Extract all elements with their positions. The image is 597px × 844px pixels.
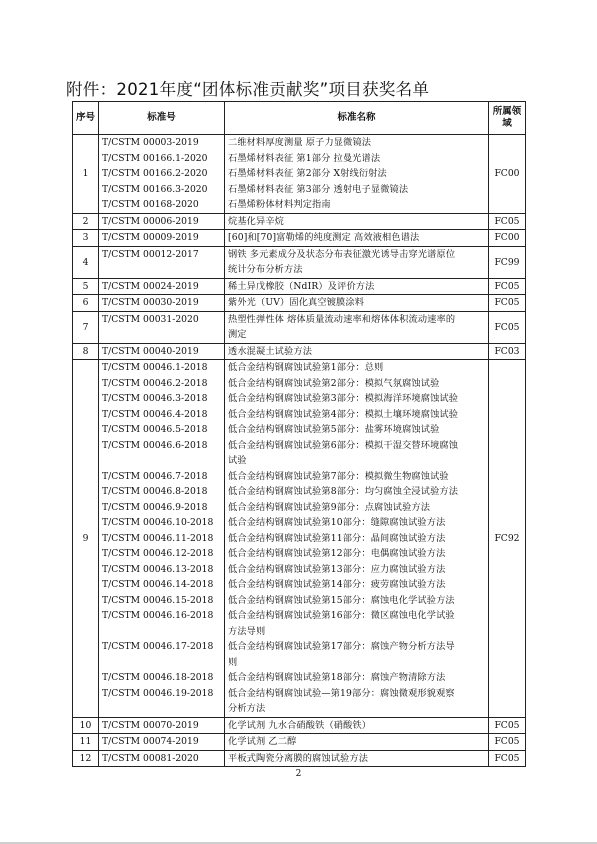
table-row (73, 295, 526, 312)
standard-code-cell (99, 717, 225, 734)
row-number: 10 (73, 717, 99, 734)
row-number: 11 (73, 734, 99, 751)
standard-code: T/CSTM 00046.3-2018 (102, 393, 208, 404)
standard-code: T/CSTM 00046.13-2018 (102, 563, 214, 575)
standard-code: T/CSTM 00046.2-2018 (102, 377, 208, 389)
row-number: 6 (73, 295, 99, 312)
row-number: 9 (73, 360, 99, 718)
standard-name-line: 烷基化异辛烷 (228, 215, 285, 227)
standard-name-line: 低合金结构钢腐蚀试验第9部分：点腐蚀试验方法 (228, 501, 431, 513)
standard-name-line: 低合金结构钢腐蚀试验—第19部分：腐蚀微观形貌观察 (228, 687, 455, 699)
standard-code: T/CSTM 00006-2019 (102, 215, 199, 227)
standard-code-cell (99, 246, 225, 278)
standard-code: T/CSTM 00012-2017 (102, 248, 199, 260)
table-row (73, 278, 526, 295)
standard-name-cell (225, 295, 489, 312)
table-row (73, 734, 526, 751)
standard-name-line: 紫外光（UV）固化真空镀膜涂料 (228, 297, 365, 308)
header-field: 所属领域 (489, 102, 526, 135)
standard-name-line: 热塑性弹性体 熔体质量流动速率和熔体体积流动速率的 (228, 313, 456, 325)
standard-code-cell (99, 213, 225, 230)
standard-code: T/CSTM 00168-2020 (102, 199, 199, 210)
standard-name-line: 低合金结构钢腐蚀试验第12部分：电偶腐蚀试验方法 (228, 548, 446, 559)
standard-name-line: 石墨烯材料表征 第2部分 X射线衍射法 (228, 168, 387, 179)
standard-name-line: 低合金结构钢腐蚀试验第6部分：模拟干湿交替环境腐蚀 (228, 439, 459, 451)
standard-name-cell (225, 360, 489, 718)
standard-name-cell (225, 717, 489, 734)
table-body (73, 135, 526, 767)
standard-code: T/CSTM 00046.19-2018 (102, 687, 214, 699)
standard-name-line: 低合金结构钢腐蚀试验第11部分：晶间腐蚀试验方法 (228, 532, 446, 544)
standard-name-line: 低合金结构钢腐蚀试验第4部分：模拟土壤环境腐蚀试验 (228, 408, 459, 420)
table-row (73, 717, 526, 734)
table-row (73, 230, 526, 247)
standard-name-line: 低合金结构钢腐蚀试验第8部分：均匀腐蚀全浸试验方法 (228, 486, 459, 497)
field-code: FC05 (489, 311, 526, 343)
row-number: 4 (73, 246, 99, 278)
standard-code: T/CSTM 00046.4-2018 (102, 408, 208, 420)
row-number: 8 (73, 343, 99, 360)
row-number: 3 (73, 230, 99, 247)
standard-code-cell (99, 750, 225, 767)
field-code: FC05 (489, 213, 526, 230)
standard-name-line: 测定 (228, 329, 247, 340)
standard-code (99, 624, 224, 640)
row-number: 7 (73, 311, 99, 343)
standard-code: T/CSTM 00046.15-2018 (102, 594, 214, 606)
standard-code-cell (99, 311, 225, 343)
standard-code: T/CSTM 00009-2019 (102, 232, 199, 243)
header-code: 标准号 (99, 102, 225, 135)
standard-name-line: 低合金结构钢腐蚀试验第14部分：疲劳腐蚀试验方法 (228, 579, 446, 590)
standard-name-line: 透水混凝土试验方法 (228, 345, 313, 357)
standard-code: T/CSTM 00166.1-2020 (102, 152, 208, 164)
standard-code: T/CSTM 00166.3-2020 (102, 183, 208, 195)
document-title: 附件：2021年度“团体标准贡献奖”项目获奖名单 (66, 80, 430, 99)
field-code: FC03 (489, 343, 526, 360)
standard-name-line: 低合金结构钢腐蚀试验第3部分：模拟海洋环境腐蚀试验 (228, 393, 459, 404)
standard-code: T/CSTM 00046.8-2018 (102, 486, 208, 497)
standard-code: T/CSTM 00046.10-2018 (102, 517, 214, 528)
standard-name-cell (225, 230, 489, 247)
field-code: FC92 (489, 360, 526, 718)
standard-name-line: 稀土异戊橡胶（NdIR）及评价方法 (228, 280, 375, 292)
standard-code-cell (99, 295, 225, 312)
standard-name-cell (225, 734, 489, 751)
standard-name-line: 石墨烯粉体材料判定指南 (228, 199, 331, 210)
standard-code: T/CSTM 00030-2019 (102, 297, 199, 308)
table-row (73, 213, 526, 230)
row-number: 12 (73, 750, 99, 767)
field-code: FC05 (489, 717, 526, 734)
standard-code-cell (99, 343, 225, 360)
award-table (72, 101, 526, 767)
standard-name-line: 低合金结构钢腐蚀试验第15部分：腐蚀电化学试验方法 (228, 594, 455, 606)
standard-name-line: 则 (228, 656, 238, 668)
standard-code: T/CSTM 00031-2020 (102, 313, 199, 325)
standard-code: T/CSTM 00046.18-2018 (102, 672, 214, 683)
field-code: FC05 (489, 750, 526, 767)
standard-name-line: 低合金结构钢腐蚀试验第1部分：总则 (228, 362, 384, 373)
standard-code: T/CSTM 00046.6-2018 (102, 439, 208, 451)
standard-name-line: 低合金结构钢腐蚀试验第10部分：缝隙腐蚀试验方法 (228, 517, 446, 528)
standard-name-line: 化学试剂 乙二醇 (228, 736, 297, 747)
standard-code: T/CSTM 00046.14-2018 (102, 579, 214, 590)
standard-code: T/CSTM 00046.1-2018 (102, 362, 208, 373)
standard-code-cell (99, 278, 225, 295)
standard-name-line: 低合金结构钢腐蚀试验第2部分：模拟气氛腐蚀试验 (228, 377, 440, 389)
standard-code: T/CSTM 00046.11-2018 (102, 532, 214, 544)
field-code: FC05 (489, 278, 526, 295)
standard-code: T/CSTM 00003-2019 (102, 137, 199, 148)
standard-code: T/CSTM 00046.7-2018 (102, 470, 208, 482)
standard-name-line: 低合金结构钢腐蚀试验第17部分：腐蚀产物分析方法导 (228, 641, 455, 652)
field-code: FC99 (489, 246, 526, 278)
standard-code: T/CSTM 00046.17-2018 (102, 641, 214, 652)
standard-name-line: 低合金结构钢腐蚀试验第13部分：应力腐蚀试验方法 (228, 563, 446, 575)
standard-name-cell (225, 311, 489, 343)
standard-name-cell (225, 278, 489, 295)
table-row (73, 343, 526, 360)
standard-code: T/CSTM 00070-2019 (102, 719, 199, 731)
standard-name-line: 低合金结构钢腐蚀试验第5部分：盐雾环境腐蚀试验 (228, 424, 440, 435)
standard-name-line: 方法导则 (228, 625, 266, 637)
standard-name-line: 分析方法 (228, 703, 266, 714)
field-code: FC05 (489, 295, 526, 312)
standard-name-cell (225, 213, 489, 230)
standard-name-line: 试验 (228, 455, 247, 466)
standard-code (99, 453, 224, 469)
standard-code (99, 701, 224, 717)
standard-name-line: 统计分布分析方法 (228, 264, 303, 275)
standard-name-line: 二维材料厚度测量 原子力显微镜法 (228, 137, 372, 148)
table-row (73, 311, 526, 343)
field-code: FC05 (489, 734, 526, 751)
standard-code: T/CSTM 00081-2020 (102, 752, 199, 764)
standard-code: T/CSTM 00046.12-2018 (102, 548, 214, 559)
standard-name-line: 钢铁 多元素成分及状态分布表征激光诱导击穿光谱原位 (228, 248, 456, 260)
standard-name-line: [60]和[70]富勒烯的纯度测定 高效液相色谱法 (228, 232, 420, 243)
header-no: 序号 (73, 102, 99, 135)
table-row (73, 246, 526, 278)
table-header-row (73, 102, 526, 135)
standard-name-line: 化学试剂 九水合硝酸铁（硝酸铁） (228, 719, 372, 731)
standard-code-cell (99, 135, 225, 214)
table-row (73, 135, 526, 214)
standard-name-line: 低合金结构钢腐蚀试验第16部分：微区腐蚀电化学试验 (228, 610, 455, 621)
header-name: 标准名称 (225, 102, 489, 135)
page-number: 2 (295, 769, 302, 779)
standard-code: T/CSTM 00074-2019 (102, 736, 199, 747)
standard-code: T/CSTM 00166.2-2020 (102, 168, 208, 179)
standard-name-line: 低合金结构钢腐蚀试验第7部分：模拟微生物腐蚀试验 (228, 470, 449, 482)
standard-code: T/CSTM 00046.9-2018 (102, 501, 208, 513)
standard-name-cell (225, 750, 489, 767)
standard-name-line: 石墨烯材料表征 第3部分 透射电子显微镜法 (228, 183, 409, 195)
standard-name-line: 石墨烯材料表征 第1部分 拉曼光谱法 (228, 152, 381, 164)
standard-code-cell (99, 230, 225, 247)
row-number: 2 (73, 213, 99, 230)
table-row (73, 360, 526, 718)
row-number: 1 (73, 135, 99, 214)
standard-name-cell (225, 135, 489, 214)
standard-name-cell (225, 343, 489, 360)
table-row (73, 750, 526, 767)
standard-code: T/CSTM 00024-2019 (102, 280, 199, 292)
field-code: FC00 (489, 230, 526, 247)
field-code: FC00 (489, 135, 526, 214)
standard-code-cell (99, 734, 225, 751)
standard-name-cell (225, 246, 489, 278)
standard-code-cell (99, 360, 225, 718)
standard-code: T/CSTM 00040-2019 (102, 345, 199, 357)
standard-name-line: 平板式陶瓷分离膜的腐蚀试验方法 (228, 752, 369, 764)
standard-code: T/CSTM 00046.16-2018 (102, 610, 214, 621)
standard-name-line: 低合金结构钢腐蚀试验第18部分：腐蚀产物清除方法 (228, 672, 446, 683)
standard-code: T/CSTM 00046.5-2018 (102, 424, 208, 435)
standard-code (99, 655, 224, 671)
row-number: 5 (73, 278, 99, 295)
